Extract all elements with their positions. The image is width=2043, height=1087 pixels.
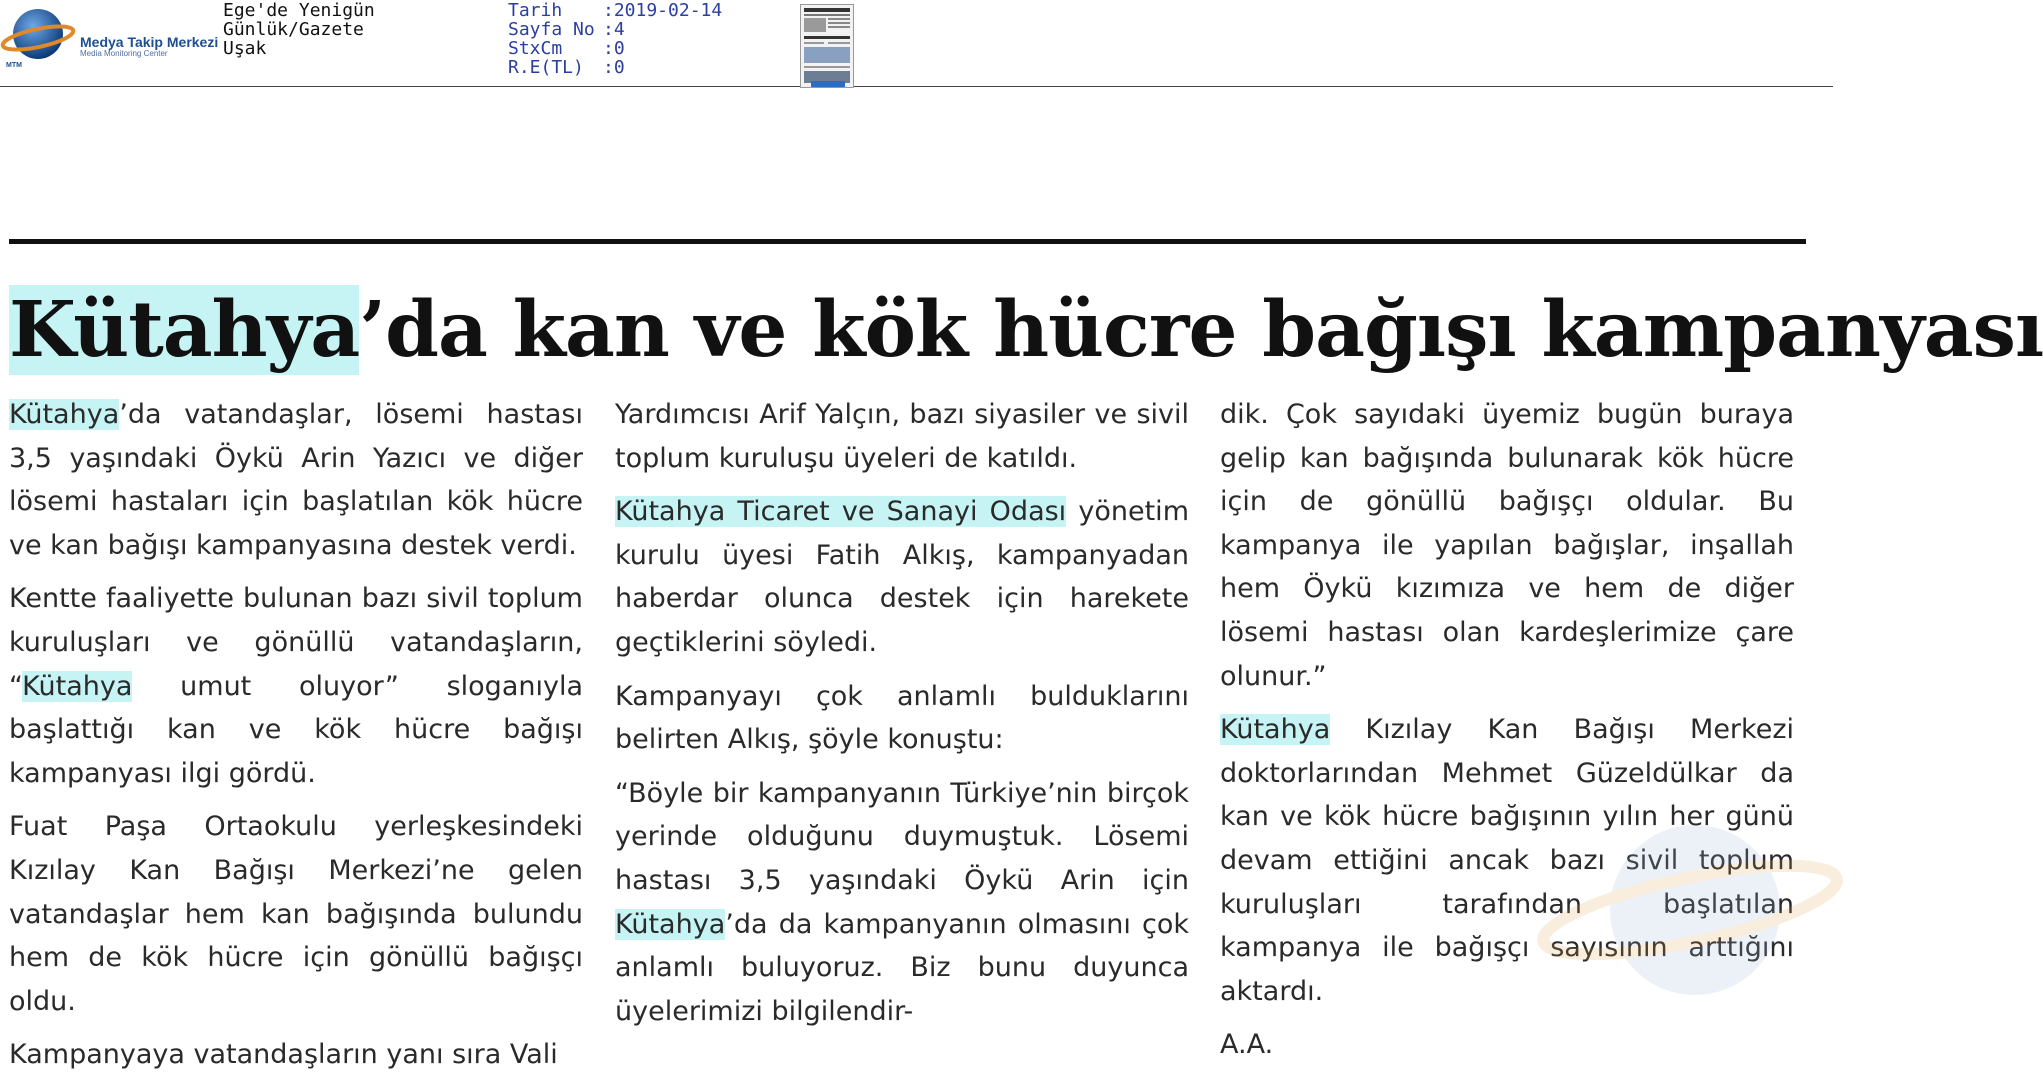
meta-value: :0 [603, 38, 625, 59]
article-paragraph [9, 1033, 583, 1077]
meta-key: StxCm [508, 38, 563, 59]
clipping-meta [508, 1, 722, 77]
paragraph-text: umut oluyor” sloganıyla başlattığı kan ve kök hücre bağışı kampanyası ilgi gördü. [9, 670, 583, 789]
article-column-1 [9, 393, 583, 1087]
article-paragraph [615, 490, 1189, 664]
paragraph-text: Kampanyayı çok anlamlı bulduklarını belirten Alkış, şöyle konuştu: [615, 680, 1189, 756]
meta-key: Tarih [508, 0, 563, 21]
meta-row-re [508, 58, 722, 77]
article-paragraph [9, 805, 583, 1023]
headline-rule [9, 239, 1806, 244]
headline-highlight: Kütahya [9, 285, 360, 375]
logo-abbr: MTM [6, 62, 22, 69]
highlighted-keyword: Kütahya [9, 399, 120, 430]
logo-name: Medya Takip Merkezi [80, 34, 219, 50]
article-paragraph [615, 675, 1189, 762]
paragraph-text: “Böyle bir kampanyanın Türkiye’nin birçok yerinde olduğunu duymuştuk. Lösemi hastası 3,5 yaşındaki Öykü Arin için [615, 777, 1189, 896]
meta-row-page [508, 20, 722, 39]
highlighted-keyword: Kütahya [615, 908, 726, 940]
publication-name: Ege'de Yenigün [223, 0, 375, 21]
article-paragraph [615, 772, 1189, 1034]
clipping-header [0, 0, 1833, 87]
paragraph-text: Fuat Paşa Ortaokulu yerleşkesindeki Kızılay Kan Bağışı Merkezi’ne gelen vatandaşlar hem kan bağışında bulundu hem de kök hücre için gönüllü bağışçı oldu. [9, 811, 583, 1017]
article-paragraph [9, 393, 583, 567]
paragraph-text: dik. Çok sayıdaki üyemiz bugün buraya gelip kan bağışında bulunarak kök hücre için de gönüllü bağışçı oldular. Bu kampanya ile yapılan bağışlar, inşallah hem Öykü kızımıza ve hem de diğer lösemi hastası olan kardeşlerimize çare olunur.” [1220, 399, 1794, 692]
meta-value: :0 [603, 57, 625, 78]
publication-info [223, 1, 375, 58]
paragraph-text: Kentte faaliyette bulunan bazı sivil toplum kuruluşları ve gönüllü vatandaşların, “ [9, 583, 583, 702]
paragraph-text: Kampanyaya vatandaşların yanı sıra Vali [9, 1039, 558, 1071]
article-paragraph [1220, 1023, 1794, 1067]
globe-watermark-icon [1530, 800, 1840, 1000]
meta-row-date [508, 1, 722, 20]
publication-type: Günlük/Gazete [223, 19, 364, 40]
article-paragraph [9, 577, 583, 795]
meta-value: :2019-02-14 [603, 0, 723, 21]
meta-key: Sayfa No [508, 19, 595, 40]
meta-value: :4 [603, 19, 625, 40]
headline-text: ’da kan ve kök hücre bağışı kampanyası [359, 285, 2043, 375]
highlighted-keyword: Kütahya [1220, 714, 1331, 746]
highlighted-keyword: Kütahya Ticaret ve Sanayi Odası [615, 496, 1067, 528]
page-thumbnail[interactable] [800, 4, 854, 88]
paragraph-text: yönetim kurulu üyesi Fatih Alkış, kampanyadan haberdar olunca destek için harekete geçtiklerini söyledi. [615, 496, 1189, 658]
paragraph-text: Yardımcısı Arif Yalçın, bazı siyasiler ve sivil toplum kuruluşu üyeleri de katıldı. [615, 399, 1189, 474]
article-paragraph [1220, 393, 1794, 698]
logo-subtitle: Media Monitoring Center [80, 49, 168, 58]
paragraph-text: Kızılay Kan Bağışı Merkezi doktorlarından Mehmet Güzeldülkar da kan ve kök hücre bağışının yılın her günü devam ettiğini ancak bazı sivil toplum kuruluşları tarafından başlatılan kampanya ile bağışçı sayısının arttığını aktardı. [1220, 714, 1794, 1007]
paragraph-text: ’da da kampanyanın olmasını çok anlamlı buluyoruz. Biz bunu duyunca üyelerimizi bilgilendir- [615, 908, 1189, 1027]
publication-city: Uşak [223, 38, 267, 59]
paragraph-text: A.A. [1220, 1029, 1274, 1061]
article-headline [9, 285, 2043, 375]
article-column-2 [615, 393, 1189, 1043]
newspaper-thumbnail-icon [801, 5, 853, 87]
article-paragraph [615, 393, 1189, 480]
paragraph-text: ’da vatandaşlar, lösemi hastası 3,5 yaşındaki Öykü Arin Yazıcı ve diğer lösemi hastaları için başlatılan kök hücre ve kan bağışı kampanyasına destek verdi. [9, 399, 583, 561]
meta-key: R.E(TL) [508, 57, 584, 78]
meta-row-stxcm [508, 39, 722, 58]
mtm-logo [2, 4, 222, 72]
highlighted-keyword: Kütahya [22, 670, 133, 702]
